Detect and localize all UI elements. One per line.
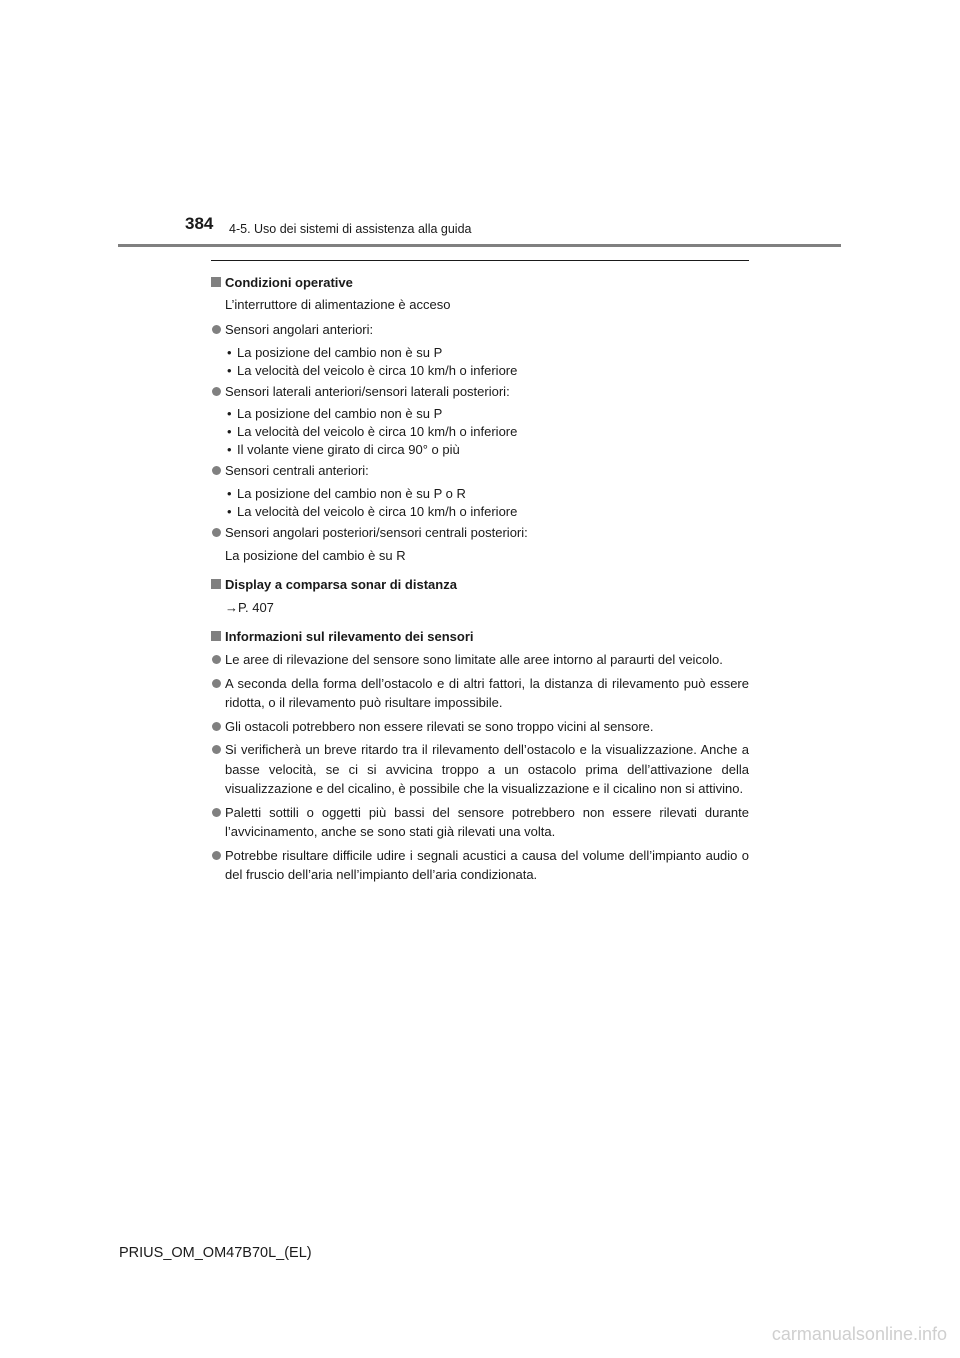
- sub-list: [211, 405, 749, 459]
- circle-bullet-icon: [212, 466, 221, 475]
- section-heading-informazioni: [211, 627, 749, 647]
- dot-marker-icon: •: [227, 442, 232, 457]
- bullet-text: A seconda della forma dell’ostacolo e di altri fattori, la distanza di rilevamento può essere ridotta, o il rilevamento può risultare impossibile.: [225, 675, 749, 710]
- circle-bullet-icon: [212, 722, 221, 731]
- square-bullet-icon: [211, 631, 221, 641]
- sub-list: [211, 344, 749, 380]
- bullet-text: Paletti sottili o oggetti più bassi del sensore potrebbero non essere rilevati durante l’avvicinamento, anche se sono stati già rilevati una volta.: [225, 804, 749, 839]
- sub-list: [211, 485, 749, 521]
- list-item: [211, 846, 749, 885]
- circle-bullet-icon: [212, 325, 221, 334]
- sub-list-item: • La posizione del cambio non è su P: [227, 344, 443, 360]
- sub-list-item: • Il volante viene girato di circa 90° o più: [227, 442, 460, 457]
- watermark: carmanualsonline.info: [771, 1324, 947, 1344]
- list-item: [211, 320, 749, 340]
- page-number: 384: [185, 214, 214, 233]
- circle-bullet-icon: [212, 655, 221, 664]
- section-title: 4-5. Uso dei sistemi di assistenza alla guida: [229, 222, 472, 236]
- list-item: [211, 803, 749, 842]
- section-heading-display: [211, 575, 749, 595]
- heading-text: Informazioni sul rilevamento dei sensori: [225, 628, 474, 644]
- square-bullet-icon: [211, 579, 221, 589]
- circle-bullet-icon: [212, 679, 221, 688]
- bullet-text: Sensori angolari anteriori:: [225, 322, 374, 337]
- bullet-text: Gli ostacoli potrebbero non essere rilevati se sono troppo vicini al sensore.: [225, 718, 654, 734]
- square-bullet-icon: [211, 277, 221, 287]
- dot-marker-icon: •: [227, 344, 232, 360]
- content-divider: [211, 260, 749, 261]
- circle-bullet-icon: [212, 808, 221, 817]
- footer-doc-code: PRIUS_OM_OM47B70L_(EL): [119, 1245, 312, 1261]
- circle-bullet-icon: [212, 851, 221, 860]
- dot-marker-icon: •: [227, 424, 232, 439]
- list-item: [211, 717, 749, 737]
- bullet-text: Sensori laterali anteriori/sensori laterali posteriori:: [225, 383, 510, 399]
- sub-list-item: • La posizione del cambio non è su P: [227, 406, 443, 421]
- dot-marker-icon: •: [227, 503, 232, 519]
- dot-marker-icon: •: [227, 362, 232, 378]
- bullet-text: Le aree di rilevazione del sensore sono limitate alle aree intorno al paraurti del veicolo.: [225, 652, 723, 667]
- list-item: [211, 523, 749, 543]
- sub-list-item: • La velocità del veicolo è circa 10 km/h o inferiore: [227, 503, 518, 519]
- section-heading-condizioni: [211, 273, 749, 293]
- heading-text: Condizioni operative: [225, 275, 353, 290]
- circle-bullet-icon: [212, 387, 221, 396]
- dot-marker-icon: •: [227, 406, 232, 421]
- intro-text: L’interruttore di alimentazione è acceso: [225, 296, 451, 312]
- bullet-text: Potrebbe risultare difficile udire i segnali acustici a causa del volume dell’impianto audio o del fruscio dell’aria nell’impianto dell’aria condizionata.: [225, 847, 749, 882]
- bullet-note: La posizione del cambio è su R: [225, 548, 406, 563]
- bullet-text: Sensori centrali anteriori:: [225, 463, 369, 478]
- list-item: [211, 674, 749, 713]
- dot-marker-icon: •: [227, 485, 232, 501]
- circle-bullet-icon: [212, 745, 221, 754]
- sub-list-item: • La velocità del veicolo è circa 10 km/h o inferiore: [227, 362, 518, 378]
- page-reference-link[interactable]: →P. 407: [225, 600, 274, 615]
- list-item: [211, 740, 749, 799]
- heading-text: Display a comparsa sonar di distanza: [225, 576, 457, 592]
- sub-list-item: • La posizione del cambio non è su P o R: [227, 485, 466, 501]
- list-item: [211, 650, 749, 670]
- header-rule: [118, 244, 841, 247]
- sub-list-item: • La velocità del veicolo è circa 10 km/h o inferiore: [227, 424, 518, 439]
- bullet-text: Si verificherà un breve ritardo tra il rilevamento dell’ostacolo e la visualizzazione. Anche a basse velocità, se ci si avvicina troppo a un ostacolo prima dell’attivazione della visualizzazione e del cicalino, è possibile che la visualizzazione e il cicalino non si attivino.: [225, 742, 749, 796]
- main-content: [211, 268, 749, 885]
- circle-bullet-icon: [212, 528, 221, 537]
- bullet-text: Sensori angolari posteriori/sensori centrali posteriori:: [225, 524, 528, 540]
- list-item: [211, 382, 749, 402]
- list-item: [211, 461, 749, 481]
